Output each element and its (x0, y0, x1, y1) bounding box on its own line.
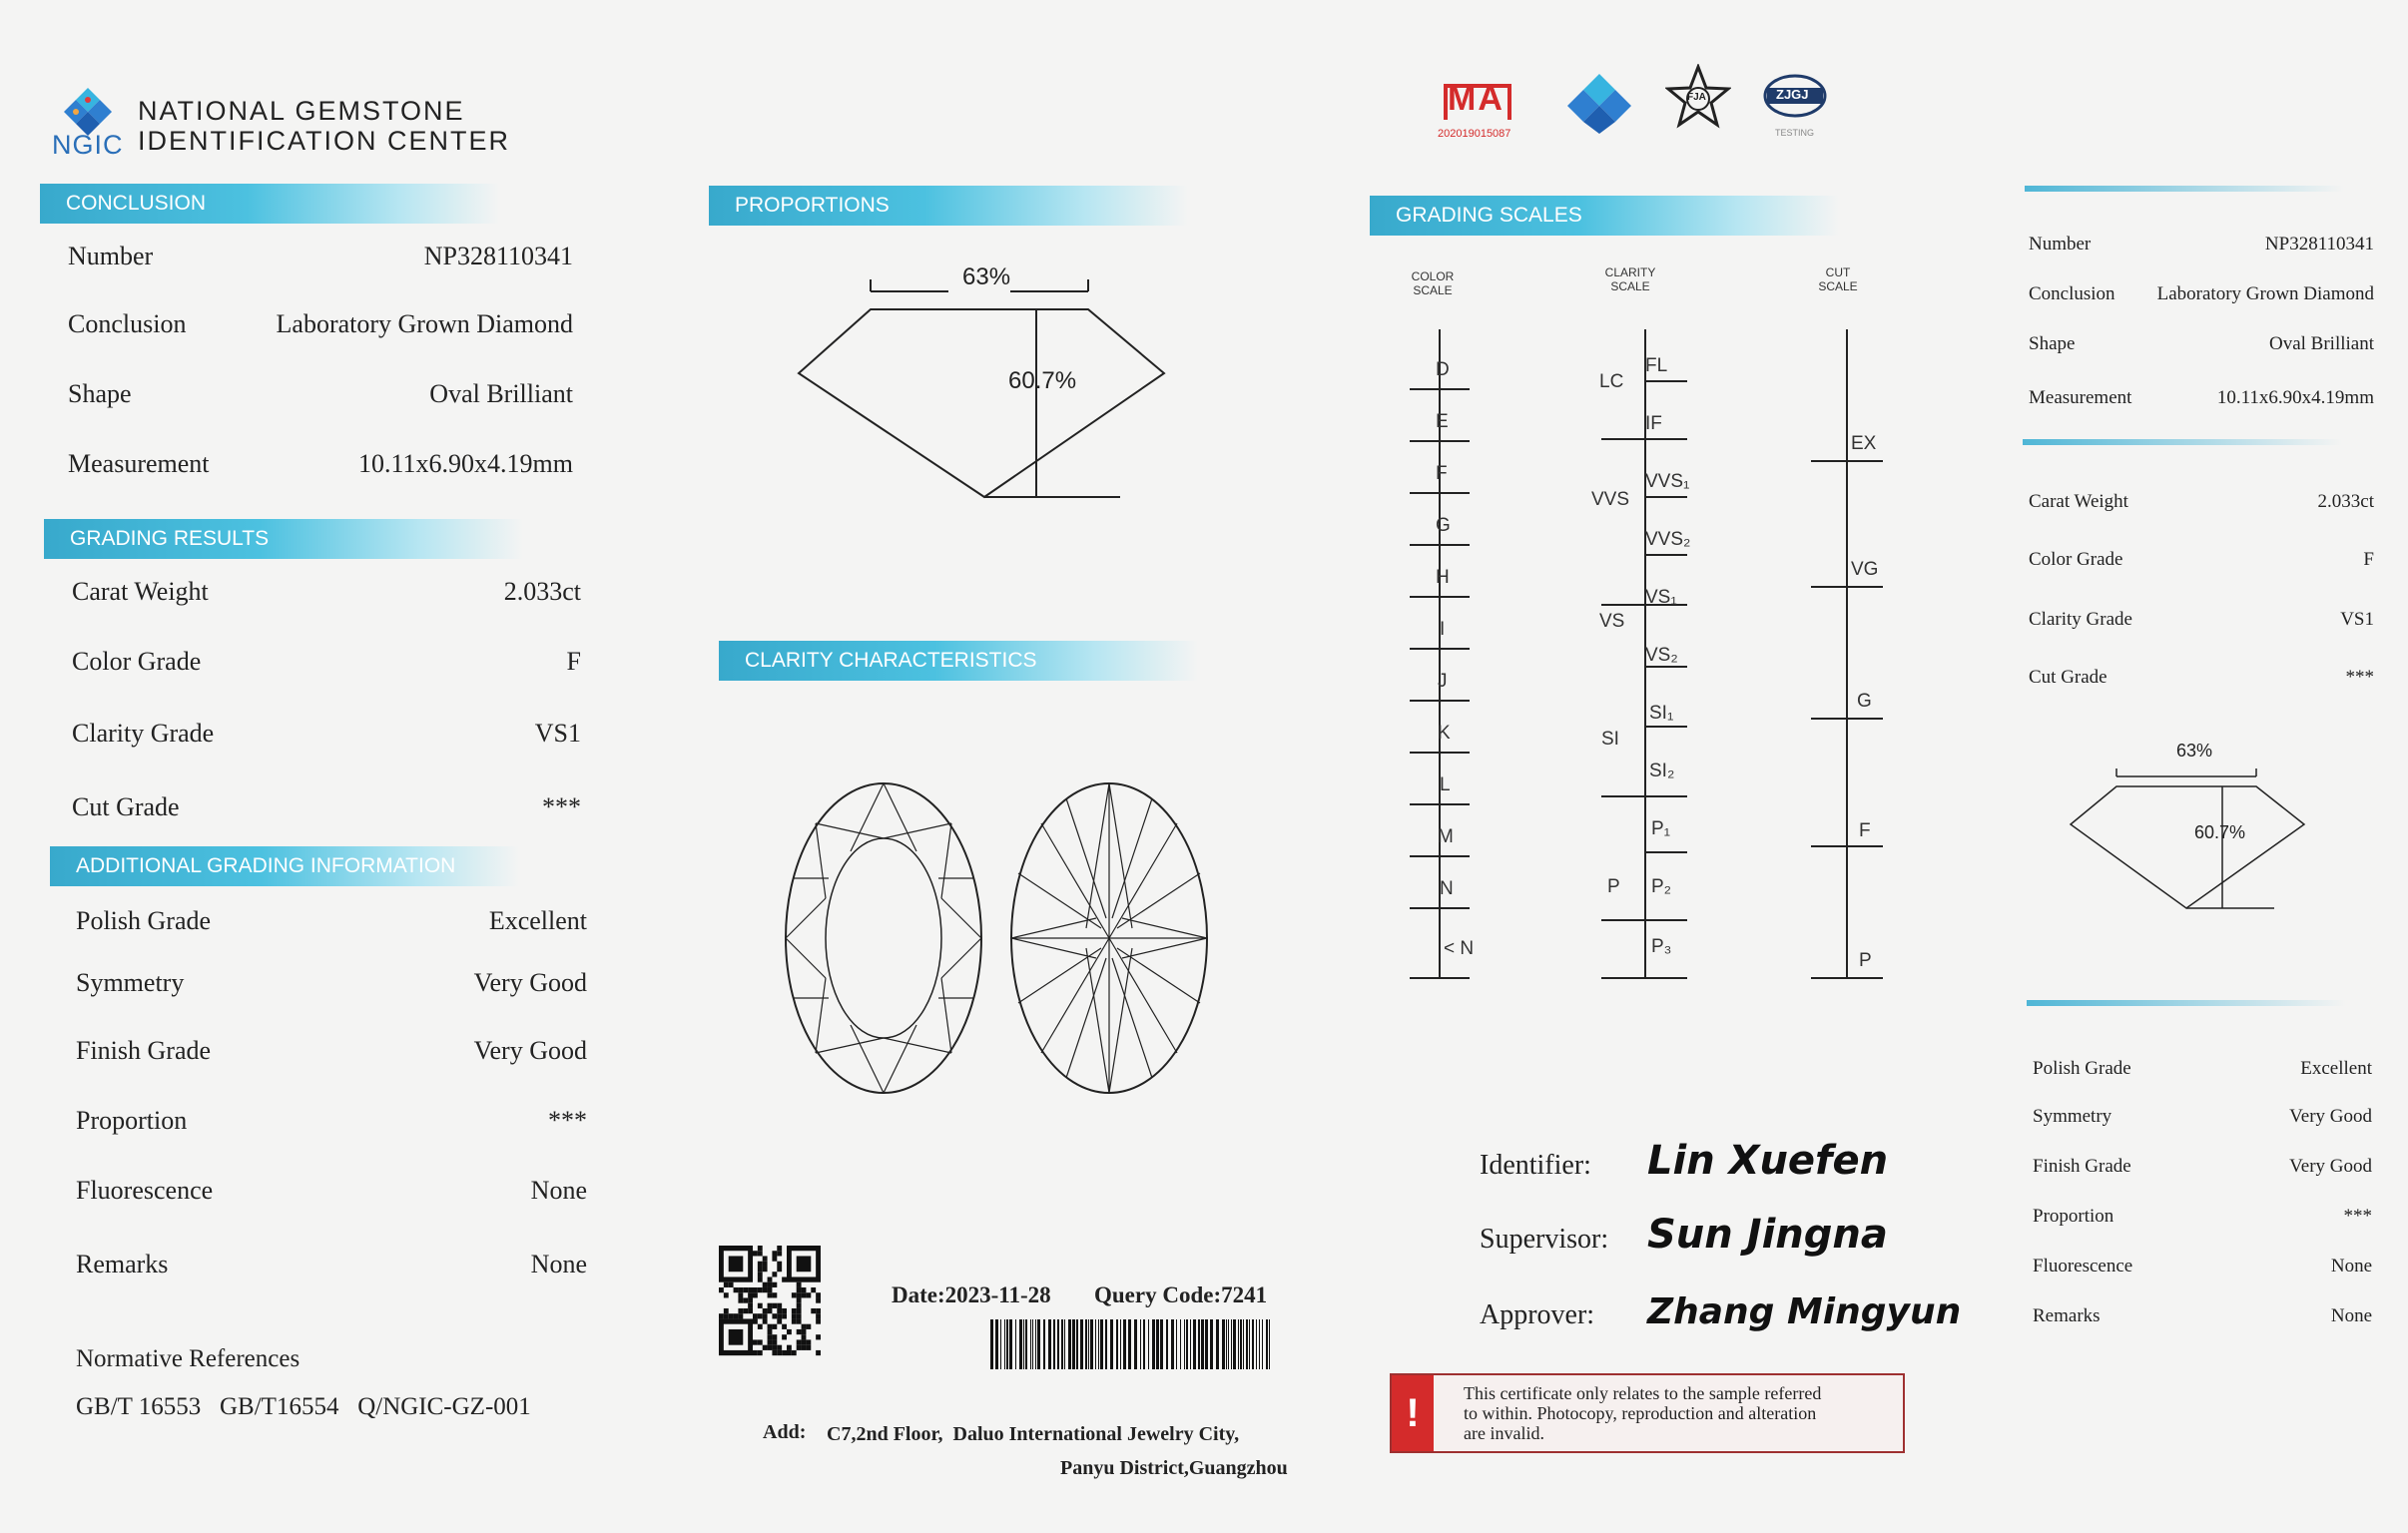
cut-grade-vg: VG (1851, 559, 1879, 580)
conclusion-value: NP328110341 (423, 242, 573, 270)
summary-grading-row (2029, 667, 2374, 693)
clarity-grade-vs1: VS₁ (1645, 587, 1677, 608)
summary-label: Shape (2029, 333, 2076, 354)
color-grade-e: E (1436, 411, 1449, 432)
additional-label: Polish Grade (76, 906, 212, 935)
summary-depth-percent: 60.7% (2194, 822, 2246, 842)
clarity-grade-p1: P₁ (1651, 818, 1671, 839)
clarity-grade-si2: SI₂ (1649, 761, 1675, 781)
clarity-grade-if: IF (1645, 413, 1662, 434)
zjgj-sub: TESTING (1775, 128, 1815, 138)
grading-label: Cut Grade (72, 792, 180, 821)
cma-text: MA (1448, 80, 1505, 118)
additional-label: Remarks (76, 1250, 169, 1278)
table-percent: 63% (962, 263, 1011, 290)
color-grade-d: D (1436, 359, 1450, 380)
summary-value: 10.11x6.90x4.19mm (2216, 387, 2374, 408)
additional-row (76, 1106, 587, 1140)
clarity-characteristics-header: CLARITY CHARACTERISTICS (719, 641, 1198, 681)
additional-label: Proportion (76, 1106, 188, 1135)
summary-additional-value: None (2330, 1256, 2372, 1277)
additional-value: Very Good (473, 1036, 587, 1065)
summary-additional-row (2033, 1305, 2372, 1331)
summary-grading-row (2029, 491, 2374, 517)
supervisor-label: Supervisor: (1480, 1224, 1609, 1255)
grading-row (72, 719, 581, 753)
clarity-grade-p3: P₃ (1651, 936, 1672, 957)
additional-value: Excellent (488, 906, 587, 935)
summary-grading-value: 2.033ct (2317, 491, 2374, 512)
query-code: Query Code:7241 (1094, 1282, 1268, 1307)
warning-line2: to within. Photocopy, reproduction and alteration (1464, 1403, 1817, 1423)
summary-additional-row (2033, 1156, 2372, 1182)
summary-divider-bottom (2027, 1000, 2346, 1006)
conclusion-label: Measurement (68, 449, 210, 478)
summary-additional-value: *** (2343, 1206, 2372, 1227)
brand-abbr: NGIC (52, 130, 124, 160)
conclusion-value: Laboratory Grown Diamond (276, 309, 573, 338)
warning-line1: This certificate only relates to the sample referred (1464, 1383, 1822, 1403)
summary-row (2029, 333, 2374, 359)
approver-label: Approver: (1480, 1299, 1595, 1330)
additional-value: None (530, 1176, 587, 1205)
summary-grading-label: Color Grade (2029, 549, 2123, 570)
additional-row (76, 1250, 587, 1283)
summary-value: Laboratory Grown Diamond (2156, 283, 2374, 304)
color-grade-j: J (1438, 671, 1448, 692)
grading-label: Color Grade (72, 647, 202, 676)
summary-grading-label: Carat Weight (2029, 491, 2128, 512)
summary-grading-value: F (2363, 549, 2374, 570)
color-grade-m: M (1438, 826, 1454, 847)
grading-scales-header: GRADING SCALES (1370, 196, 1839, 236)
summary-grading-label: Cut Grade (2029, 667, 2107, 688)
summary-additional-value: Very Good (2289, 1156, 2372, 1177)
cut-scale-title: CUT SCALE (1818, 265, 1858, 293)
cut-grade-ex: EX (1851, 433, 1877, 454)
summary-divider-top (2025, 186, 2344, 192)
color-grade-g: G (1436, 515, 1451, 536)
issue-date: Date:2023-11-28 (892, 1282, 1051, 1307)
qr-code[interactable] (719, 1246, 821, 1359)
summary-label: Number (2029, 234, 2092, 255)
color-grade-i: I (1440, 619, 1446, 640)
clarity-grade-p2: P₂ (1651, 876, 1672, 897)
identifier-label: Identifier: (1480, 1150, 1591, 1181)
summary-value: Oval Brilliant (2268, 333, 2374, 354)
grading-value: VS1 (534, 719, 581, 748)
grading-value: *** (542, 792, 581, 821)
summary-row (2029, 234, 2374, 259)
grading-value: 2.033ct (503, 577, 581, 606)
conclusion-header: CONCLUSION (40, 184, 499, 224)
clarity-group-si: SI (1601, 729, 1619, 750)
additional-header: ADDITIONAL GRADING INFORMATION (50, 846, 519, 886)
brand-name-line1: NATIONAL GEMSTONE (138, 96, 465, 126)
summary-additional-value: Excellent (2300, 1058, 2372, 1079)
conclusion-value: 10.11x6.90x4.19mm (358, 449, 573, 478)
summary-additional-label: Finish Grade (2033, 1156, 2131, 1177)
conclusion-value: Oval Brilliant (429, 379, 573, 408)
clarity-grade-si1: SI₁ (1649, 703, 1674, 724)
proportions-header: PROPORTIONS (709, 186, 1188, 226)
clarity-grade-fl: FL (1645, 355, 1668, 376)
summary-additional-row (2033, 1206, 2372, 1232)
summary-additional-label: Remarks (2033, 1305, 2101, 1326)
summary-additional-label: Fluorescence (2033, 1256, 2133, 1277)
conclusion-row (68, 379, 573, 413)
grading-value: F (566, 647, 581, 676)
cut-grade-p: P (1859, 950, 1872, 971)
summary-grading-value: VS1 (2340, 609, 2374, 630)
color-grade-n: N (1440, 878, 1454, 899)
conclusion-label: Shape (68, 379, 132, 408)
summary-grading-value: *** (2345, 667, 2374, 688)
clarity-group-p: P (1607, 876, 1620, 897)
approver-signature: Zhang Mingyun (1647, 1291, 1962, 1332)
clarity-grade-vs2: VS₂ (1645, 645, 1678, 666)
warning-box (1390, 1373, 1905, 1453)
grading-label: Clarity Grade (72, 719, 215, 748)
summary-additional-value: None (2330, 1305, 2372, 1326)
conclusion-row (68, 309, 573, 343)
fja-text: FJA (1687, 92, 1706, 103)
grading-row (72, 647, 581, 681)
cut-grade-g: G (1857, 691, 1872, 712)
address-label: Add: (763, 1421, 807, 1443)
ngic-diamond-icon (1563, 72, 1635, 136)
identifier-signature: Lin Xuefen (1647, 1138, 1889, 1184)
summary-divider-mid (2023, 439, 2342, 445)
additional-row (76, 1176, 587, 1210)
additional-label: Symmetry (76, 968, 185, 997)
color-grade-l: L (1440, 774, 1451, 795)
conclusion-row (68, 242, 573, 275)
additional-value: *** (548, 1106, 587, 1135)
clarity-grade-vvs2: VVS₂ (1645, 529, 1691, 550)
additional-label: Fluorescence (76, 1176, 214, 1205)
address-line2: Panyu District,Guangzhou (1060, 1457, 1288, 1479)
summary-grading-row (2029, 609, 2374, 635)
warning-icon: ! (1392, 1375, 1434, 1451)
grading-row (72, 792, 581, 826)
summary-table-percent: 63% (2176, 741, 2213, 761)
grading-results-header: GRADING RESULTS (44, 519, 523, 559)
additional-row (76, 968, 587, 1002)
additional-row (76, 906, 587, 940)
normative-title: Normative References (76, 1345, 301, 1372)
summary-additional-label: Proportion (2033, 1206, 2114, 1227)
supervisor-signature: Sun Jingna (1647, 1212, 1888, 1258)
summary-additional-label: Polish Grade (2033, 1058, 2131, 1079)
conclusion-label: Conclusion (68, 309, 187, 338)
conclusion-row (68, 449, 573, 483)
normative-refs: GB/T 16553 GB/T16554 Q/NGIC-GZ-001 (76, 1393, 531, 1420)
color-grade-k: K (1438, 723, 1451, 744)
oval-crown-plot (781, 778, 986, 1098)
color-grade-below-n: < N (1444, 938, 1475, 959)
clarity-group-lc: LC (1599, 371, 1624, 392)
summary-additional-label: Symmetry (2033, 1106, 2112, 1127)
conclusion-label: Number (68, 242, 154, 270)
oval-pavilion-plot (1006, 778, 1212, 1098)
additional-label: Finish Grade (76, 1036, 212, 1065)
summary-row (2029, 387, 2374, 413)
warning-line3: are invalid. (1464, 1423, 1544, 1443)
summary-proportion-diagram (2065, 763, 2310, 922)
clarity-scale-title: CLARITY SCALE (1604, 265, 1656, 293)
summary-additional-row (2033, 1256, 2372, 1281)
summary-label: Conclusion (2029, 283, 2115, 304)
summary-additional-value: Very Good (2289, 1106, 2372, 1127)
additional-row (76, 1036, 587, 1070)
color-grade-f: F (1436, 463, 1448, 484)
clarity-grade-vvs1: VVS₁ (1645, 471, 1690, 492)
proportion-diagram (789, 269, 1178, 509)
summary-grading-label: Clarity Grade (2029, 609, 2132, 630)
summary-additional-row (2033, 1058, 2372, 1084)
barcode (988, 1319, 1274, 1369)
additional-value: Very Good (473, 968, 587, 997)
additional-value: None (530, 1250, 587, 1278)
zjgj-text: ZJGJ (1776, 87, 1809, 102)
summary-additional-row (2033, 1106, 2372, 1132)
grading-row (72, 577, 581, 611)
brand-name-line2: IDENTIFICATION CENTER (138, 126, 511, 156)
address-line1: C7,2nd Floor, Daluo International Jewelry City, (827, 1423, 1240, 1445)
grading-label: Carat Weight (72, 577, 209, 606)
cut-grade-f: F (1859, 820, 1871, 841)
depth-percent: 60.7% (1008, 367, 1077, 394)
color-grade-h: H (1436, 567, 1450, 588)
clarity-group-vvs: VVS (1591, 489, 1630, 510)
summary-label: Measurement (2029, 387, 2132, 408)
summary-grading-row (2029, 549, 2374, 575)
summary-row (2029, 283, 2374, 309)
color-scale-title: COLOR SCALE (1411, 269, 1455, 297)
clarity-group-vs: VS (1599, 611, 1625, 632)
summary-value: NP328110341 (2264, 234, 2374, 255)
cma-code: 202019015087 (1438, 128, 1511, 140)
